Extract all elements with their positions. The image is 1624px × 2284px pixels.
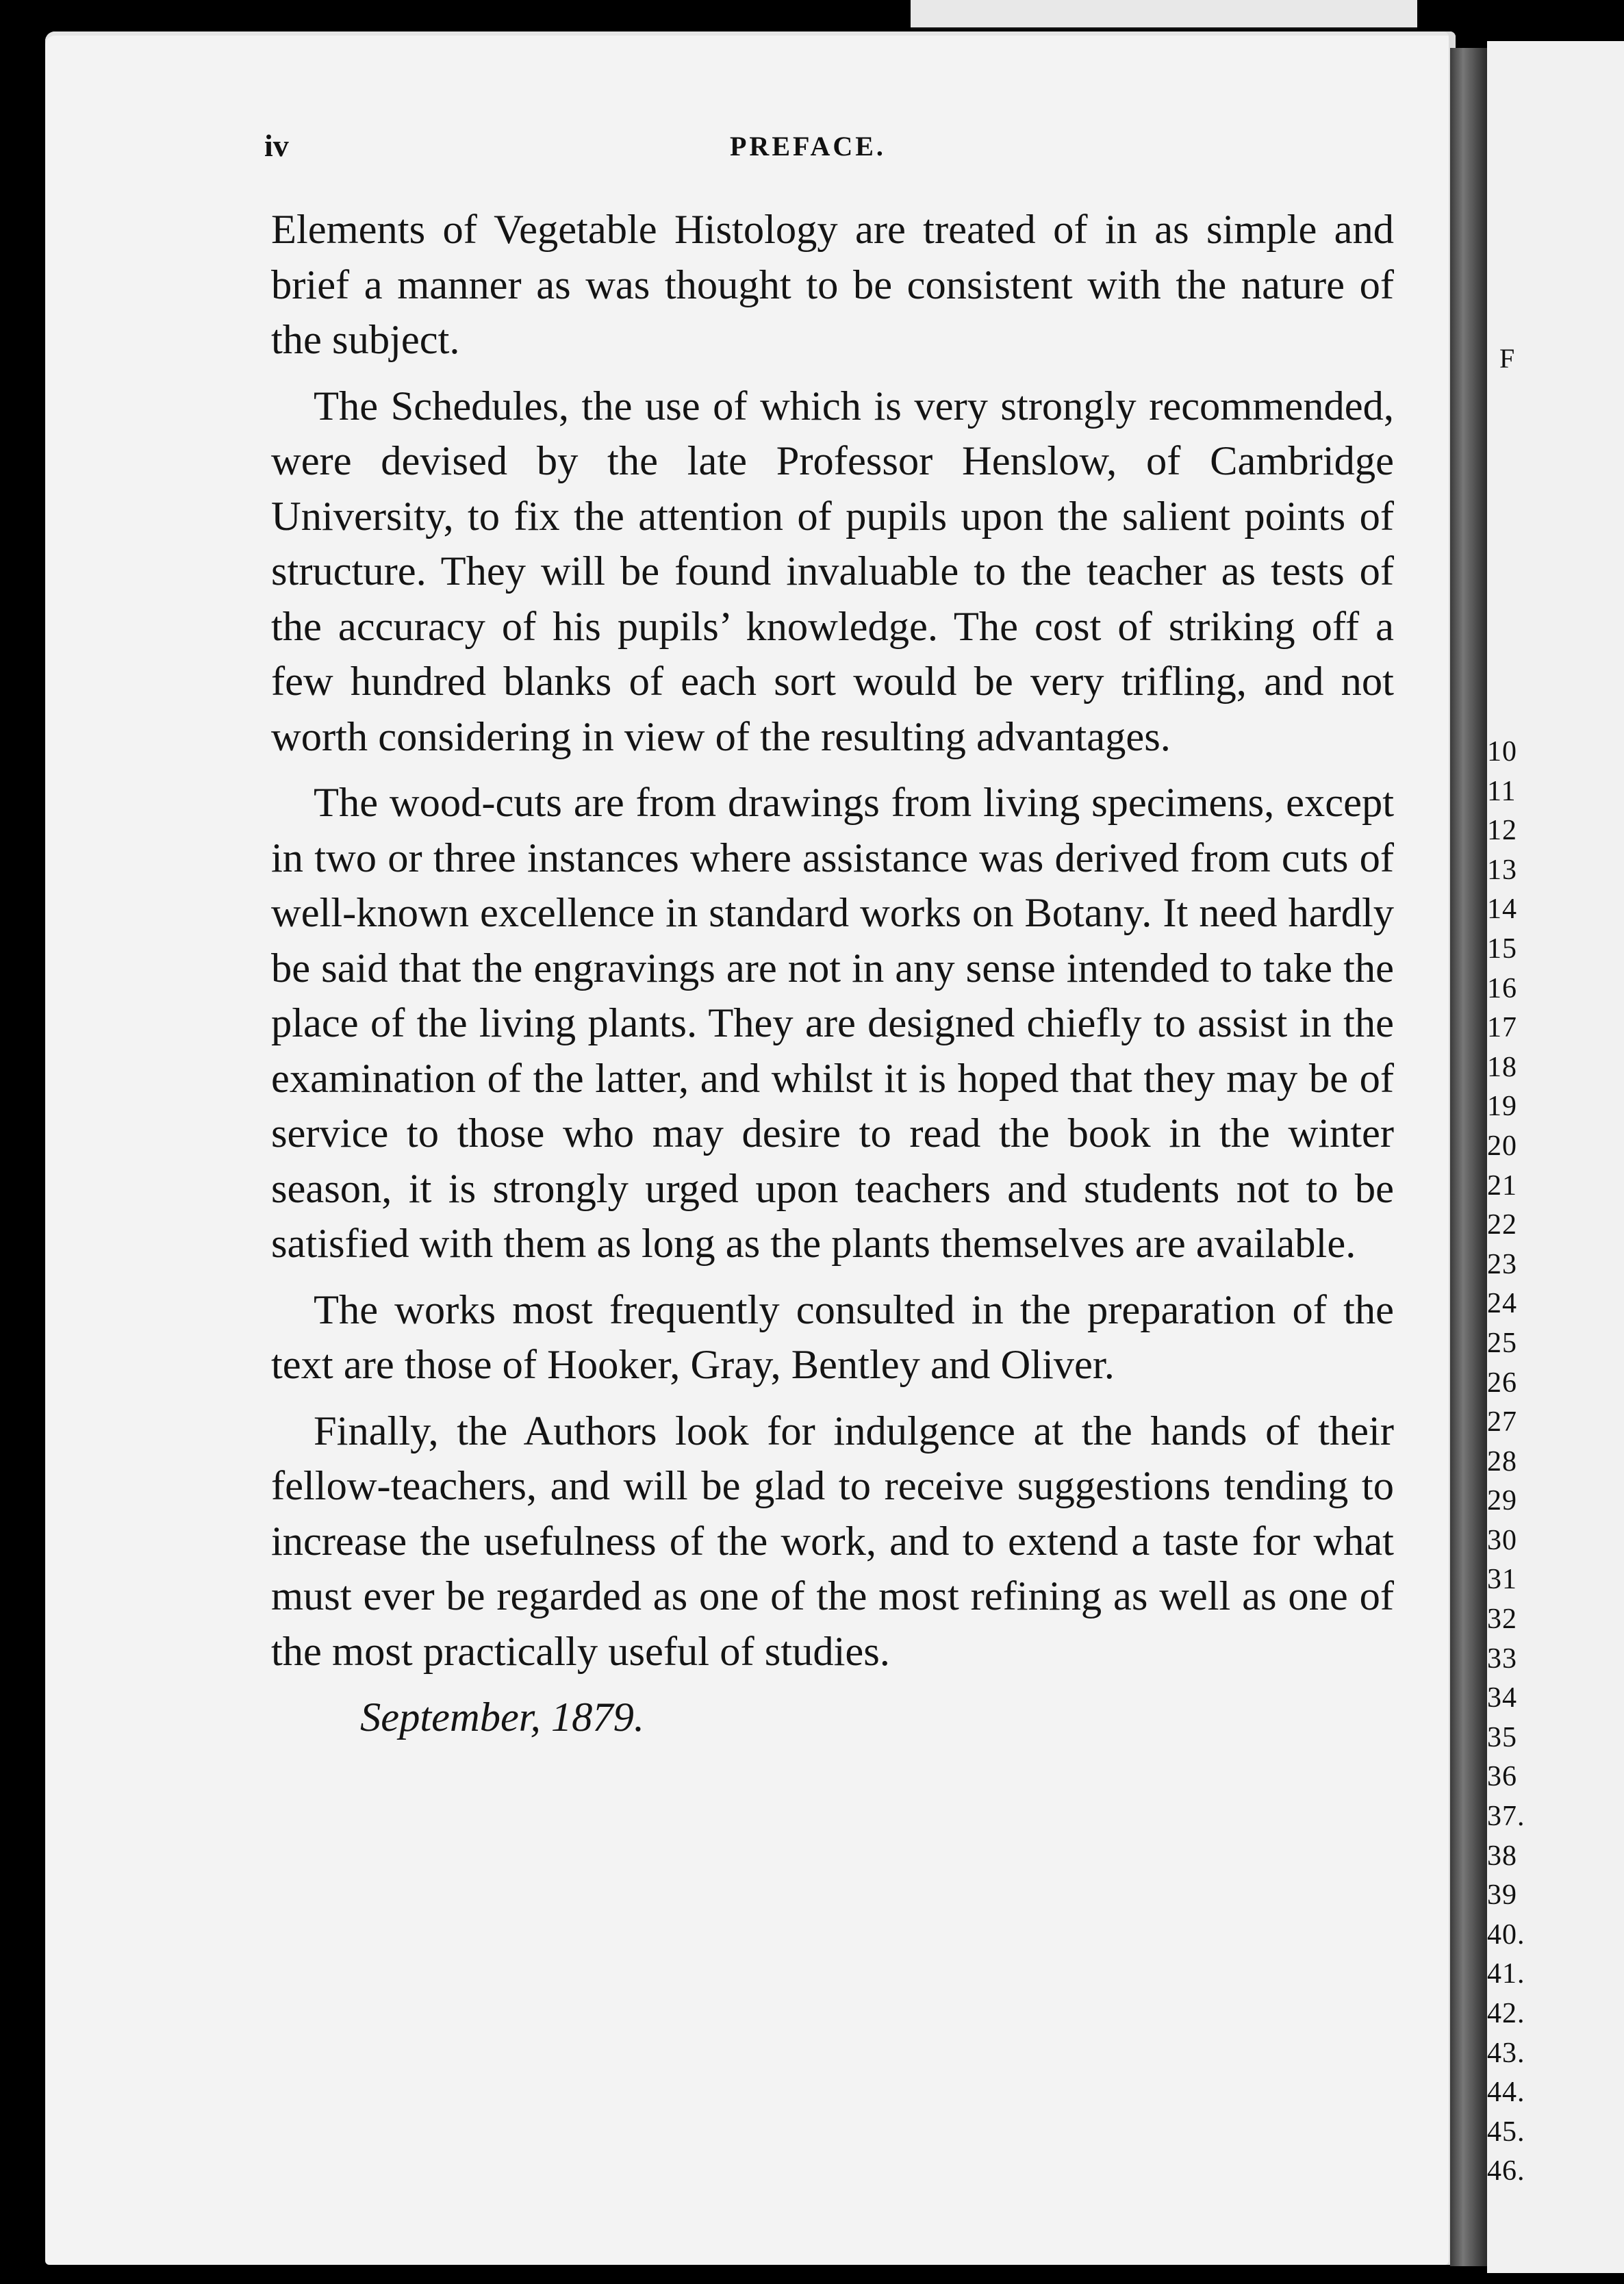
facing-number: 26	[1487, 1367, 1517, 1399]
facing-number: 24	[1487, 1288, 1517, 1320]
facing-number: 11	[1487, 775, 1517, 807]
facing-number: 36	[1487, 1761, 1517, 1793]
facing-number: 37.	[1487, 1801, 1525, 1833]
running-head	[45, 127, 1456, 168]
facing-number: 14	[1487, 893, 1517, 926]
facing-number: 13	[1487, 854, 1517, 886]
facing-page	[1487, 41, 1624, 2273]
facing-number: 25	[1487, 1327, 1517, 1359]
facing-number: 27	[1487, 1406, 1517, 1438]
facing-number: 29	[1487, 1485, 1517, 1517]
facing-number: 23	[1487, 1248, 1517, 1280]
facing-number: 18	[1487, 1051, 1517, 1083]
facing-number: 34	[1487, 1682, 1517, 1714]
book-gutter	[1450, 48, 1487, 2266]
facing-number: 45.	[1487, 2116, 1525, 2148]
facing-number: 35	[1487, 1721, 1517, 1753]
facing-number: 43.	[1487, 2037, 1525, 2069]
facing-number: 12	[1487, 815, 1517, 847]
facing-number: 17	[1487, 1012, 1517, 1044]
paragraph-wood-cuts: The wood-cuts are from drawings from living specimens, except in two or three instances where assistance was derived from cuts of well-known excellence in standard works on Botany. It need hardly be said that the engravings are not in any sense intended to take the place of the living plants. They are designed chiefly to assist in the examination of the latter, and whilst it is hoped that they may be of service to those who may desire to read the book in the winter season, it is strongly urged upon teachers and students not to be satisfied with them as long as the plants themselves are available.	[271, 780, 1394, 1267]
page-number: iv	[264, 128, 289, 163]
facing-number: 38	[1487, 1840, 1517, 1872]
facing-number: 42.	[1487, 1998, 1525, 2029]
paragraph-finally: Finally, the Authors look for indulgence at the hands of their fellow-teachers, and will be glad to receive suggestions tending to increase the usefulness of the work, and to extend a taste for what must ever be regarded as one of the most refining as well as one of the most practically useful of studies.	[271, 1408, 1394, 1675]
facing-number: 10	[1487, 736, 1517, 767]
facing-number: 41.	[1487, 1958, 1525, 1990]
facing-number: 40.	[1487, 1918, 1525, 1951]
facing-number: 44.	[1487, 2077, 1525, 2109]
preface-body	[271, 203, 1394, 1757]
back-page-edge	[911, 0, 1417, 29]
facing-number: 28	[1487, 1445, 1517, 1477]
book-page	[45, 31, 1456, 2265]
paragraph-histology: Elements of Vegetable Histology are treated of in as simple and brief a manner as was thought to be consistent with the nature of the subject.	[271, 207, 1394, 363]
facing-number: 22	[1487, 1209, 1517, 1241]
facing-number: 30	[1487, 1524, 1517, 1556]
facing-number: 32	[1487, 1603, 1517, 1636]
facing-number: 16	[1487, 972, 1517, 1004]
facing-number: 31	[1487, 1564, 1517, 1596]
facing-number: 15	[1487, 932, 1517, 965]
facing-page-fragment: F	[1499, 343, 1515, 374]
facing-number: 20	[1487, 1130, 1517, 1162]
facing-number: 21	[1487, 1169, 1517, 1202]
facing-number: 39	[1487, 1879, 1517, 1912]
facing-page-number-column	[1487, 733, 1525, 2192]
running-title: PREFACE.	[730, 131, 886, 162]
facing-number: 46.	[1487, 2155, 1525, 2187]
paragraph-works-consulted: The works most frequently consulted in the preparation of the text are those of Hooker, Gray, Bentley and Oliver.	[271, 1286, 1394, 1388]
dateline: September, 1879.	[360, 1695, 645, 1740]
paragraph-schedules: The Schedules, the use of which is very strongly recommended, were devised by the late Professor Henslow, of Cambridge University, to fix the attention of pupils upon the salient points of structure. They will be found invaluable to the teacher as tests of the accuracy of his pupils’ knowledge. The cost of striking off a few hundred blanks of each sort would be very trifling, and not worth considering in view of the resulting advantages.	[271, 383, 1394, 760]
facing-number: 33	[1487, 1642, 1517, 1675]
facing-number: 19	[1487, 1091, 1517, 1123]
